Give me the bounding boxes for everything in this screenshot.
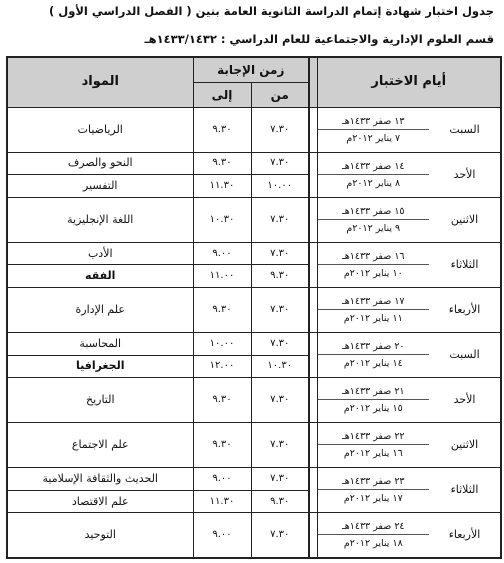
hijri-date: ١٧ صفر ١٤٣٣هـ [341,295,405,307]
from-time: ٧.٣٠ [251,242,309,265]
table-row [7,332,501,355]
header-spacer [309,57,317,107]
day-cell: السبت [429,332,501,377]
from-time: ٧.٣٠ [251,423,309,468]
table-row [7,107,501,152]
hijri-date: ١٣ صفر ١٤٣٣هـ [341,115,405,127]
date-cell [317,287,429,332]
day-cell: الاثنين [429,197,501,242]
day-cell: الثلاثاء [429,242,501,287]
to-time: ١١.٣٠ [193,490,251,513]
from-time: ١٠.٣٠ [251,355,309,378]
column-spacer [309,468,317,513]
date-cell [317,468,429,513]
title-line-2: قسم العلوم الإدارية والاجتماعية للعام الدراسي : ١٤٣٣/١٤٣٢هـ [144,32,494,46]
date-cell [317,513,429,558]
days-header: أيام الاختبار [317,57,501,107]
hijri-date: ١٦ صفر ١٤٣٣هـ [341,250,405,262]
column-spacer [309,242,317,287]
from-time: ٧.٣٠ [251,513,309,558]
from-time: ٧.٣٠ [251,107,309,152]
day-cell: الأحد [429,378,501,423]
subject-cell: علم الاقتصاد [7,490,193,513]
from-time: ٧.٣٠ [251,378,309,423]
day-cell: الاثنين [429,423,501,468]
to-time: ٩.٠٠ [193,513,251,558]
to-time: ٩.٣٠ [193,423,251,468]
gregorian-date: ١٨ يناير ٢٠١٢م [318,534,430,551]
to-time: ١١.٣٠ [193,175,251,198]
subject-cell: الرياضيات [7,107,193,152]
to-time: ١١.٠٠ [193,265,251,288]
column-spacer [309,287,317,332]
gregorian-date: ٨ يناير ٢٠١٢م [318,174,430,191]
hijri-date: ٢٤ صفر ١٤٣٣هـ [341,521,405,533]
column-spacer [309,152,317,197]
day-cell: الثلاثاء [429,468,501,513]
gregorian-date: ٩ يناير ٢٠١٢م [318,219,430,236]
table-row [7,468,501,491]
hijri-date: ٢٢ صفر ١٤٣٣هـ [341,431,405,443]
date-cell [317,332,429,377]
table-row [7,423,501,468]
date-cell [317,378,429,423]
from-time: ٧.٣٠ [251,197,309,242]
gregorian-date: ١١ يناير ٢٠١٢م [318,309,430,326]
hijri-date: ١٥ صفر ١٤٣٣هـ [341,205,405,217]
to-time: ٩.٠٠ [193,468,251,491]
subject-cell: التفسير [7,175,193,198]
table-row [7,513,501,558]
day-cell: الأربعاء [429,513,501,558]
title-line-1: جدول اختبار شهادة إتمام الدراسة الثانوية العامة بنين ( الفصل الدراسي الأول ) [48,4,494,18]
column-spacer [309,513,317,558]
gregorian-date: ١٧ يناير ٢٠١٢م [318,489,430,506]
schedule-body [7,107,501,558]
from-time: ٩.٣٠ [251,490,309,513]
subject-cell: التاريخ [7,378,193,423]
subject-cell: الفقه [7,265,193,288]
date-cell [317,152,429,197]
table-row [7,152,501,175]
from-time: ٧.٣٠ [251,152,309,175]
subject-cell: النحو والصرف [7,152,193,175]
from-time: ٧.٣٠ [251,468,309,491]
exam-schedule-table [6,56,502,559]
to-header: إلى [193,82,251,107]
from-time: ٩.٣٠ [251,265,309,288]
day-cell: الأربعاء [429,287,501,332]
to-time: ٩.٣٠ [193,107,251,152]
subject-cell: الجغرافيا [7,355,193,378]
subject-cell: المحاسبة [7,332,193,355]
day-cell: السبت [429,107,501,152]
subject-cell: اللغة الإنجليزية [7,197,193,242]
gregorian-date: ٧ يناير ٢٠١٢م [318,129,430,146]
column-spacer [309,107,317,152]
subject-cell: علم الاجتماع [7,423,193,468]
table-row [7,242,501,265]
column-spacer [309,332,317,377]
hijri-date: ٢١ صفر ١٤٣٣هـ [341,386,405,398]
from-time: ٧.٣٠ [251,287,309,332]
hijri-date: ١٤ صفر ١٤٣٣هـ [341,160,405,172]
time-header: زمن الإجابة [193,57,309,82]
date-cell [317,242,429,287]
to-time: ٩.٠٠ [193,242,251,265]
to-time: ١٢.٠٠ [193,355,251,378]
day-cell: الأحد [429,152,501,197]
date-cell [317,107,429,152]
gregorian-date: ١٥ يناير ٢٠١٢م [318,399,430,416]
date-cell [317,197,429,242]
to-time: ١٠.٣٠ [193,197,251,242]
column-spacer [309,378,317,423]
table-row [7,378,501,423]
column-spacer [309,423,317,468]
from-header: من [251,82,309,107]
hijri-date: ٢٠ صفر ١٤٣٣هـ [341,341,405,353]
from-time: ٧.٣٠ [251,332,309,355]
date-cell [317,423,429,468]
subject-cell: علم الإدارة [7,287,193,332]
subjects-header: المواد [7,57,193,107]
gregorian-date: ١٤ يناير ٢٠١٢م [318,354,430,371]
to-time: ٩.٣٠ [193,378,251,423]
subject-cell: التوحيد [7,513,193,558]
column-spacer [309,197,317,242]
subject-cell: الأدب [7,242,193,265]
gregorian-date: ١٦ يناير ٢٠١٢م [318,444,430,461]
subject-cell: الحديث والثقافة الإسلامية [7,468,193,491]
to-time: ٩.٣٠ [193,152,251,175]
hijri-date: ٢٣ صفر ١٤٣٣هـ [341,476,405,488]
table-row [7,197,501,242]
gregorian-date: ١٠ يناير ٢٠١٢م [318,264,430,281]
from-time: ١٠.٠٠ [251,175,309,198]
table-row [7,287,501,332]
to-time: ٩.٣٠ [193,287,251,332]
to-time: ١٠.٠٠ [193,332,251,355]
